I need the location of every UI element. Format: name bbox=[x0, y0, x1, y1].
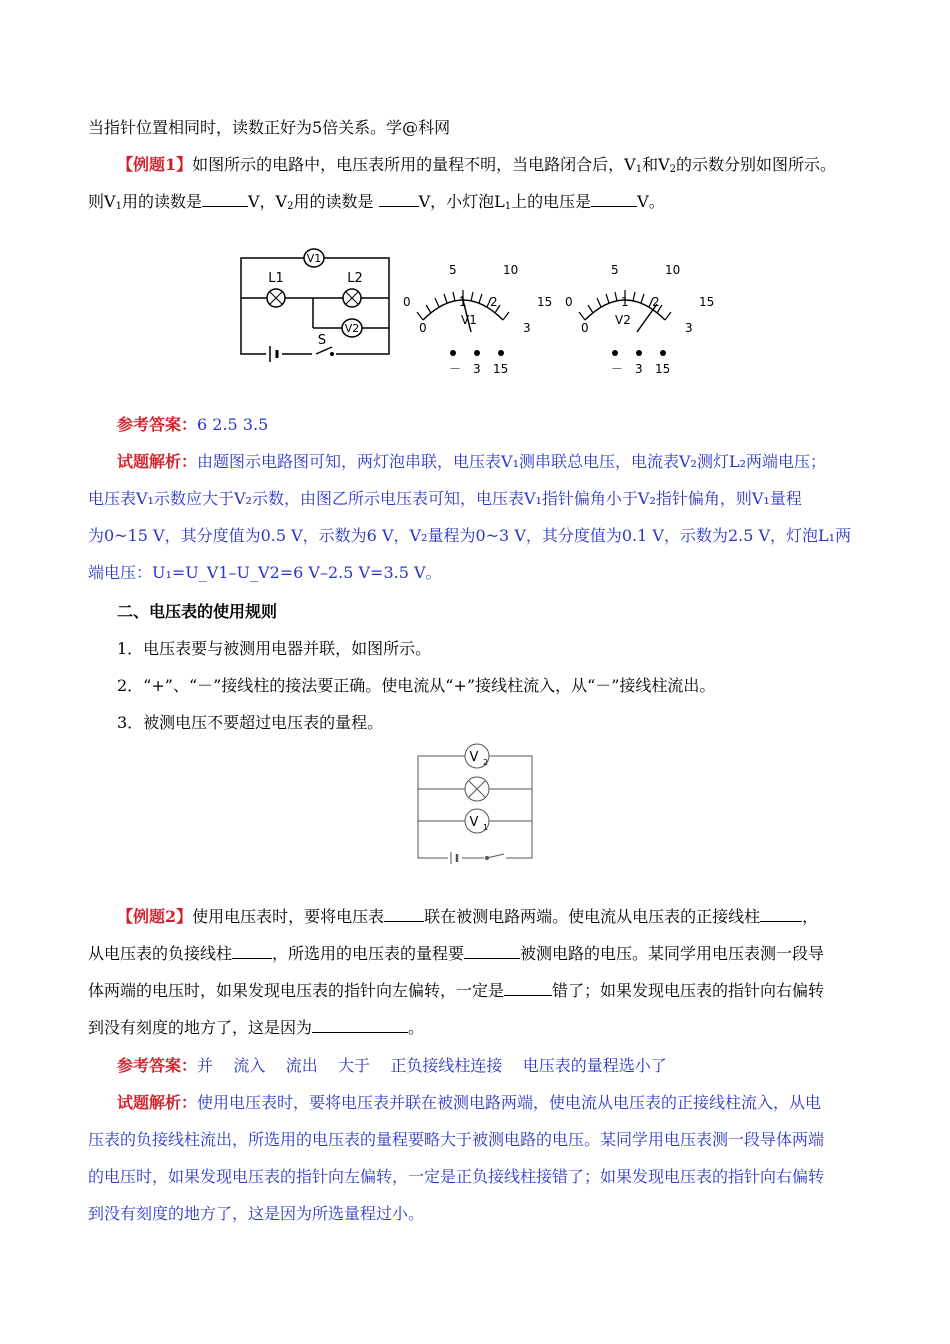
svg-text:3: 3 bbox=[685, 321, 693, 335]
svg-text:S: S bbox=[317, 333, 327, 348]
svg-text:5: 5 bbox=[611, 263, 619, 277]
answer-blank bbox=[232, 944, 272, 959]
svg-text:3: 3 bbox=[473, 362, 481, 376]
voltmeter-v1-symbol bbox=[304, 249, 324, 267]
example1-analysis-line1: 试题解析：由题图示电路图可知，两灯泡串联，电压表V₁测串联总电压，电流表V₂测灯L₂两端电压； bbox=[117, 452, 826, 471]
answer-blank bbox=[384, 907, 424, 922]
example2-question-line4: 到没有刻度的地方了，这是因为 。 bbox=[88, 1018, 425, 1037]
example1-figure bbox=[236, 240, 726, 380]
circuit-diagram bbox=[241, 258, 389, 354]
voltmeter-dial-2 bbox=[565, 263, 714, 376]
example2-analysis-line4: 到没有刻度的地方了，这是因为所选量程过小。 bbox=[88, 1204, 425, 1223]
lamp-l1-symbol bbox=[267, 271, 285, 307]
svg-text:10: 10 bbox=[665, 263, 681, 277]
voltmeter-v2-symbol bbox=[465, 744, 489, 768]
svg-text:15: 15 bbox=[493, 362, 509, 376]
text-line-top: 当指针位置相同时，读数正好为5倍关系。学@科网 bbox=[88, 118, 451, 137]
svg-text:V: V bbox=[469, 815, 479, 830]
answer-blank bbox=[202, 192, 248, 207]
example2-analysis-line3: 的电压时，如果发现电压表的指针向左偏转，一定是正负接线柱接错了；如果发现电压表的指针向右偏转 bbox=[88, 1167, 825, 1186]
parallel-circuit-figure bbox=[414, 742, 536, 864]
example1-analysis-line3: 为0~15 V，其分度值为0.5 V，示数为6 V，V₂量程为0~3 V，其分度值为0.1 V，示数为2.5 V，灯泡L₁两 bbox=[88, 526, 852, 545]
rule-2: 2．“+”、“－”接线柱的接法要正确。使电流从“+”接线柱流入，从“－”接线柱流出。 bbox=[117, 676, 716, 695]
svg-text:1: 1 bbox=[621, 295, 629, 309]
svg-text:1: 1 bbox=[459, 295, 467, 309]
svg-text:－: － bbox=[449, 362, 462, 376]
svg-text:2: 2 bbox=[483, 758, 489, 767]
switch-symbol bbox=[312, 333, 336, 360]
switch-symbol bbox=[484, 852, 506, 864]
example1-question-line2: 则$V_1$用的读数是 V，$V_2$用的读数是 V，小灯泡$L_1$上的电压是 V。 bbox=[88, 192, 665, 212]
svg-text:5: 5 bbox=[449, 263, 457, 277]
example2-question-line1: 【例题2】使用电压表时，要将电压表 联在被测电路两端。使电流从电压表的正接线柱 ， bbox=[117, 907, 819, 926]
example2-question-line2: 从电压表的负接线柱 ，所选用的电压表的量程要 被测电路的电压。某同学用电压表测一段导 bbox=[88, 944, 825, 963]
rule-3: 3．被测电压不要超过电压表的量程。 bbox=[117, 713, 384, 732]
example1-question-line1: 【例题1】如图所示的电路中，电压表所用的量程不明，当电路闭合后，$V_1$和$V_2$的示数分别如图所示。 bbox=[117, 155, 837, 175]
svg-text:3: 3 bbox=[635, 362, 643, 376]
answer-blank bbox=[379, 192, 419, 207]
example2-analysis-line2: 压表的负接线柱流出，所选用的电压表的量程要略大于被测电路的电压。某同学用电压表测一段导体两端 bbox=[88, 1130, 825, 1149]
svg-text:V2: V2 bbox=[344, 322, 360, 335]
rule-1: 1．电压表要与被测用电器并联，如图所示。 bbox=[117, 639, 432, 658]
example1-answer: 参考答案：6 2.5 3.5 bbox=[117, 415, 269, 434]
svg-text:0: 0 bbox=[403, 295, 411, 309]
example2-answer: 参考答案：并 流入 流出 大于 正负接线柱连接 电压表的量程选小了 bbox=[117, 1056, 667, 1075]
svg-text:－: － bbox=[611, 362, 624, 376]
battery-symbol bbox=[448, 850, 462, 864]
answer-blank bbox=[312, 1018, 408, 1033]
example2-question-line3: 体两端的电压时，如果发现电压表的指针向左偏转，一定是 错了；如果发现电压表的指针向右偏转 bbox=[88, 981, 825, 1000]
svg-text:2: 2 bbox=[490, 295, 498, 309]
example1-tag: 【例题1】 bbox=[117, 155, 193, 174]
voltmeter-v2-symbol bbox=[342, 319, 362, 337]
example1-analysis-line4: 端电压：U₁=U_V1–U_V2=6 V–2.5 V=3.5 V。 bbox=[88, 563, 442, 582]
voltmeter-v1-symbol bbox=[465, 809, 489, 833]
svg-text:L1: L1 bbox=[268, 271, 284, 286]
svg-text:3: 3 bbox=[523, 321, 531, 335]
svg-text:1: 1 bbox=[483, 823, 489, 832]
svg-text:L2: L2 bbox=[347, 271, 363, 286]
svg-text:V: V bbox=[469, 750, 479, 765]
svg-text:15: 15 bbox=[537, 295, 553, 309]
svg-text:V1: V1 bbox=[461, 313, 477, 327]
svg-text:15: 15 bbox=[655, 362, 671, 376]
answer-blank bbox=[464, 944, 520, 959]
svg-text:V1: V1 bbox=[306, 252, 322, 265]
svg-text:10: 10 bbox=[503, 263, 519, 277]
example2-analysis-line1: 试题解析：使用电压表时，要将电压表并联在被测电路两端，使电流从电压表的正接线柱流入，从电 bbox=[117, 1093, 822, 1112]
svg-text:0: 0 bbox=[565, 295, 573, 309]
section2-heading: 二、电压表的使用规则 bbox=[117, 602, 278, 621]
answer-blank bbox=[591, 192, 637, 207]
battery-symbol bbox=[266, 344, 282, 364]
lamp-l2-symbol bbox=[343, 271, 363, 307]
example1-analysis-line2: 电压表V₁示数应大于V₂示数，由图乙所示电压表可知，电压表V₁指针偏角小于V₂指针偏角，则V₁量程 bbox=[88, 489, 802, 508]
svg-text:15: 15 bbox=[699, 295, 715, 309]
answer-blank bbox=[504, 981, 552, 996]
lamp-symbol bbox=[465, 777, 489, 801]
answer-blank bbox=[760, 907, 802, 922]
svg-text:0: 0 bbox=[581, 321, 589, 335]
svg-text:0: 0 bbox=[419, 321, 427, 335]
svg-text:V2: V2 bbox=[615, 313, 631, 327]
svg-text:2: 2 bbox=[652, 295, 660, 309]
voltmeter-dial-1 bbox=[403, 263, 552, 376]
